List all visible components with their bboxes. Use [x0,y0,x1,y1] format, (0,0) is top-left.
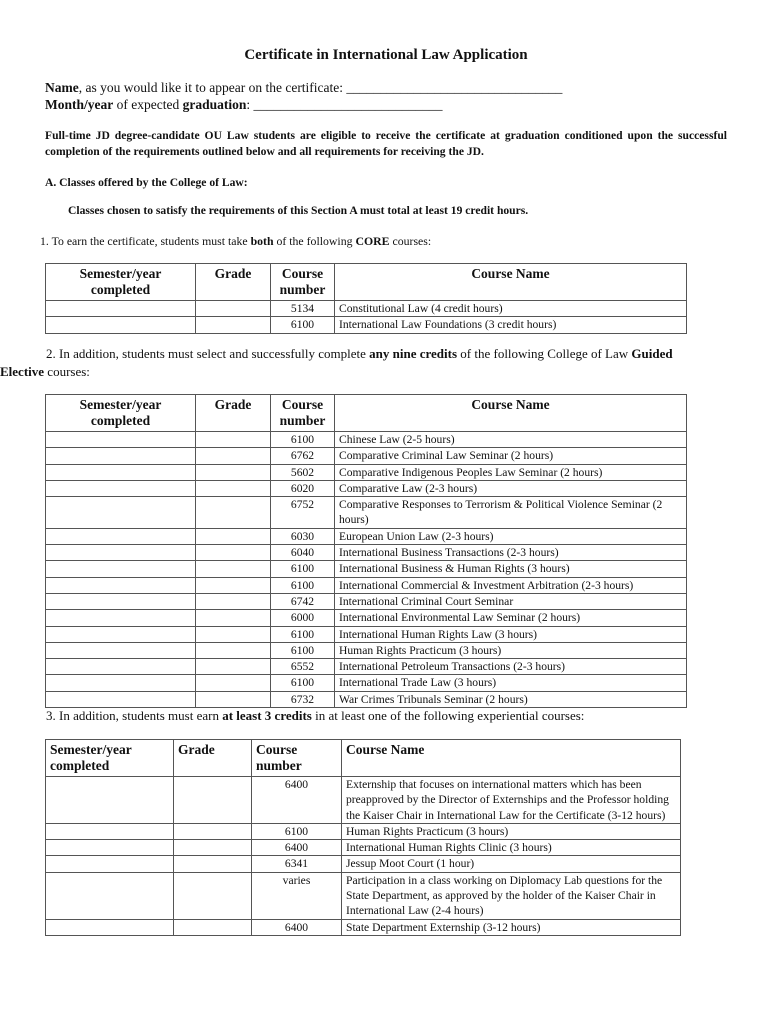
grade-cell[interactable] [196,675,271,691]
course-name-cell: International Petroleum Transactions (2-3 hours) [335,659,687,675]
course-name-cell: War Crimes Tribunals Seminar (2 hours) [335,691,687,707]
experiential-courses-table [45,739,681,936]
semester-cell[interactable] [46,675,196,691]
course-number-cell: 6341 [252,856,342,872]
table-row [46,777,681,824]
grade-cell[interactable] [196,593,271,609]
grade-cell[interactable] [174,840,252,856]
course-name-cell: International Business Transactions (2-3 hours) [335,545,687,561]
semester-cell[interactable] [46,480,196,496]
semester-cell[interactable] [46,432,196,448]
table-row [46,691,687,707]
course-name-cell: European Union Law (2-3 hours) [335,528,687,544]
grade-cell[interactable] [196,561,271,577]
semester-cell[interactable] [46,545,196,561]
core-courses-table [45,263,687,334]
section-a-note: Classes chosen to satisfy the requirements of this Section A must total at least 19 credit hours. [68,204,529,217]
grade-cell[interactable] [174,823,252,839]
course-name-cell: International Environmental Law Seminar (2 hours) [335,610,687,626]
course-name-cell: International Human Rights Clinic (3 hours) [342,840,681,856]
table-row [46,659,687,675]
grade-cell[interactable] [196,545,271,561]
name-blank[interactable]: ________________________________ [346,80,563,95]
course-name-cell: Participation in a class working on Diplomacy Lab questions for the State Department, as approved by the holder of the Kaiser Chair in International Law (2-4 hours) [342,872,681,919]
semester-cell[interactable] [46,856,174,872]
course-name-cell: International Commercial & Investment Arbitration (2-3 hours) [335,577,687,593]
course-number-cell: 6020 [271,480,335,496]
name-prompt: , as you would like it to appear on the certificate: [78,80,344,95]
course-name-cell: Comparative Responses to Terrorism & Political Violence Seminar (2 hours) [335,497,687,529]
course-name-cell: Externship that focuses on international matters which has been preapproved by the Director of Externships and the Professor holding the Kaiser Chair in International Law for the Certificate (3-12 hours) [342,777,681,824]
course-number-cell: 6552 [271,659,335,675]
course-number-cell: 6752 [271,497,335,529]
grade-cell[interactable] [196,301,271,317]
page-title: Certificate in International Law Application [244,47,528,63]
course-number-cell: 6100 [252,823,342,839]
course-number-cell: 6040 [271,545,335,561]
course-number-cell: 6000 [271,610,335,626]
table-row [46,545,687,561]
semester-cell[interactable] [46,528,196,544]
semester-cell[interactable] [46,593,196,609]
grade-header: Grade [174,740,252,777]
exp-instr-credits: at least 3 credits [222,708,312,723]
semester-cell[interactable] [46,317,196,333]
table-row [46,872,681,919]
table-row [46,675,687,691]
table-header-row [46,264,687,301]
exp-instr-pre: 3. In addition, students must earn [46,708,223,723]
course-name-cell: Human Rights Practicum (3 hours) [342,823,681,839]
course-name-cell: State Department Externship (3-12 hours) [342,919,681,935]
table-row [46,610,687,626]
grade-cell[interactable] [196,480,271,496]
elective-instructions [0,345,682,381]
course-name-header: Course Name [342,740,681,777]
course-name-cell: International Human Rights Law (3 hours) [335,626,687,642]
grade-cell[interactable] [196,317,271,333]
table-row [46,528,687,544]
course-name-cell: International Law Foundations (3 credit hours) [335,317,687,333]
table-row [46,856,681,872]
course-name-cell: Comparative Criminal Law Seminar (2 hours) [335,448,687,464]
course-number-cell: 6400 [252,919,342,935]
course-name-cell: Comparative Indigenous Peoples Law Seminar (2 hours) [335,464,687,480]
semester-cell[interactable] [46,301,196,317]
core-instr-post: courses: [389,234,432,248]
semester-cell[interactable] [46,464,196,480]
course-name-cell: International Trade Law (3 hours) [335,675,687,691]
semester-cell[interactable] [46,659,196,675]
table-row [46,464,687,480]
core-instr-pre: 1. To earn the certificate, students must take [40,234,251,248]
table-row [46,840,681,856]
course-name-header: Course Name [335,395,687,432]
core-instr-mid: of the following [273,234,356,248]
grade-cell[interactable] [174,919,252,935]
semester-cell[interactable] [46,919,174,935]
semester-cell[interactable] [46,777,174,824]
semester-cell[interactable] [46,577,196,593]
course-number-cell: 6400 [252,840,342,856]
grade-cell[interactable] [196,659,271,675]
semester-cell[interactable] [46,448,196,464]
table-row [46,593,687,609]
course-number-cell: 6762 [271,448,335,464]
semester-header: Semester/year completed [46,395,196,432]
course-number-cell: varies [252,872,342,919]
month-mid: of expected [113,97,183,112]
grade-cell[interactable] [196,497,271,529]
table-row [46,626,687,642]
graduation-label: graduation [182,97,247,112]
semester-header: Semester/year completed [46,740,174,777]
course-number-cell: 5134 [271,301,335,317]
grade-cell[interactable] [196,528,271,544]
graduation-colon: : [246,97,251,112]
table-row [46,317,687,333]
course-number-cell: 6100 [271,626,335,642]
exp-instr-post: in at least one of the following experiential courses: [311,708,585,723]
table-row [46,480,687,496]
course-number-cell: 6100 [271,675,335,691]
semester-cell[interactable] [46,840,174,856]
elective-instr-post: courses: [44,364,90,379]
table-row [46,301,687,317]
semester-cell[interactable] [46,872,174,919]
table-row [46,561,687,577]
course-number-cell: 6100 [271,432,335,448]
grade-header: Grade [196,395,271,432]
grade-cell[interactable] [196,448,271,464]
grade-cell[interactable] [196,691,271,707]
semester-cell[interactable] [46,610,196,626]
core-instr-core: CORE [355,234,390,248]
elective-instr-pre: 2. In addition, students must select and successfully complete [46,346,370,361]
elective-instr-guided: Guided Elective [0,346,673,379]
course-name-cell: Comparative Law (2-3 hours) [335,480,687,496]
semester-cell[interactable] [46,642,196,658]
grade-cell[interactable] [174,872,252,919]
table-row [46,432,687,448]
course-number-cell: 6400 [252,777,342,824]
graduation-blank[interactable]: ____________________________ [253,97,443,112]
grade-cell[interactable] [196,577,271,593]
course-number-cell: 6742 [271,593,335,609]
grade-cell[interactable] [196,432,271,448]
table-row [46,448,687,464]
grade-cell[interactable] [174,856,252,872]
core-instr-both: both [250,234,274,248]
table-row [46,642,687,658]
course-number-header: Course number [252,740,342,777]
grade-header: Grade [196,264,271,301]
elective-instr-mid: of the following College of Law [457,346,632,361]
table-header-row [46,740,681,777]
course-name-cell: Jessup Moot Court (1 hour) [342,856,681,872]
semester-cell[interactable] [46,626,196,642]
course-number-header: Course number [271,264,335,301]
semester-cell[interactable] [46,823,174,839]
course-name-cell: Chinese Law (2-5 hours) [335,432,687,448]
grade-cell[interactable] [196,626,271,642]
course-number-cell: 6030 [271,528,335,544]
table-row [46,577,687,593]
course-number-cell: 6100 [271,317,335,333]
course-name-header: Course Name [335,264,687,301]
core-instructions [40,234,431,249]
grade-cell[interactable] [196,464,271,480]
elective-instr-credits: any nine credits [369,346,458,361]
table-row [46,497,687,529]
experiential-instructions [46,708,584,724]
table-row [46,823,681,839]
course-number-cell: 6100 [271,561,335,577]
course-number-cell: 6100 [271,642,335,658]
graduation-line [45,97,443,113]
semester-header: Semester/year completed [46,264,196,301]
semester-cell[interactable] [46,561,196,577]
name-line [45,80,562,96]
course-number-cell: 5602 [271,464,335,480]
section-a-heading: A. Classes offered by the College of Law: [45,176,248,189]
table-row [46,919,681,935]
course-name-cell: International Criminal Court Seminar [335,593,687,609]
month-year-label: Month/year [45,97,114,112]
grade-cell[interactable] [174,777,252,824]
grade-cell[interactable] [196,610,271,626]
table-header-row [46,395,687,432]
intro-paragraph: Full-time JD degree-candidate OU Law students are eligible to receive the certificate at graduation conditioned upon the successful completion of the requirements outlined below and all requirements for receiving the JD. [45,129,727,158]
grade-cell[interactable] [196,642,271,658]
course-name-cell: Constitutional Law (4 credit hours) [335,301,687,317]
elective-courses-table [45,394,687,708]
course-name-cell: Human Rights Practicum (3 hours) [335,642,687,658]
course-number-cell: 6732 [271,691,335,707]
name-label: Name [45,80,79,95]
course-number-cell: 6100 [271,577,335,593]
semester-cell[interactable] [46,691,196,707]
course-name-cell: International Business & Human Rights (3 hours) [335,561,687,577]
semester-cell[interactable] [46,497,196,529]
course-number-header: Course number [271,395,335,432]
